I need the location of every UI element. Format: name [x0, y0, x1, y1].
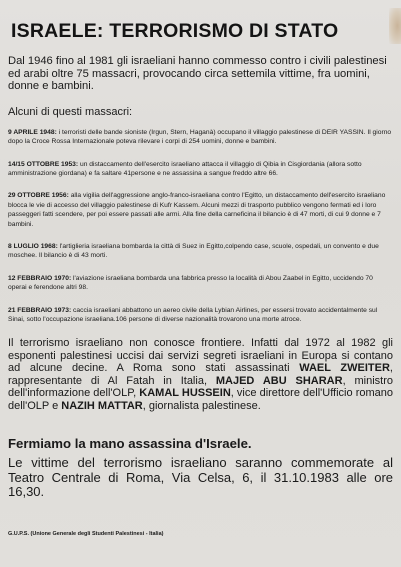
massacre-date: 9 APRILE 1948: [8, 128, 57, 136]
poster-title: ISRAELE: TERRORISMO DI STATO [11, 20, 339, 42]
victim-name: KAMAL HUSSEIN [139, 387, 231, 400]
massacre-text: l'aviazione israeliana bombarda una fabbrica presso la località di Abou Zaabel in Egitto, uccidendo 70 operai e ferendone altri 98. [8, 274, 373, 292]
massacre-date: 21 FEBBRAIO 1973: [8, 306, 72, 314]
paragraph-text: , giornalista palestinese. [142, 399, 261, 412]
victim-name: NAZIH MATTAR [61, 399, 143, 412]
massacre-entry [8, 274, 393, 293]
massacre-date: 8 LUGLIO 1968: [8, 243, 58, 251]
massacre-entry [8, 160, 393, 179]
commemoration-announcement: Le vittime del terrorismo israeliano saranno commemorate al Teatro Centrale di Roma, Via Celsa, 6, il 31.10.1983 alle ore 16,30. [8, 455, 393, 500]
victim-name: MAJED ABU SHARAR [215, 374, 343, 387]
massacre-text: caccia israeliani abbattono un aereo civile della Lybian Airlines, per essersi trovato accidentalmente sul Sinai, sotto l'occupazione israeliana.106 persone di diverse nazionalità trovarono una morte atroce. [8, 306, 378, 324]
massacre-text: l'artiglieria israeliana bombarda la città di Suez in Egitto,colpendo case, scuole, ospedali, un convento e due moschee. Il bilancio è di 43 morti. [8, 243, 379, 260]
paper-stain [389, 8, 401, 44]
paragraph-text: , rappresentante di Al Fatah in Italia, [8, 362, 393, 387]
paragraph-text: Il terrorismo israeliano non conosce frontiere. Infatti dal 1972 al 1982 gli esponenti palestinesi uccisi dai servizi segreti israeliani in Europa si contano ad alcune decine. A Roma sono stati assassinati [8, 337, 393, 375]
massacre-entry [8, 191, 393, 229]
massacre-date: 14/15 OTTOBRE 1953: [8, 160, 79, 168]
assassinations-paragraph [8, 337, 393, 412]
victim-name: WAEL ZWEITER [299, 362, 390, 375]
massacre-text: alla vigilia dell'aggressione anglo-franco-israeliana contro l'Egitto, un distaccamento dell'esercito israeliano blocca le vie di accesso del villaggio palestinese di Kufr Kassem. Alcuni mezzi di trasporto pubblico vengono fermati ed i loro passeggeri fatti scendere, per poi essere passati alle armi. Alla fine della carneficina il bilancio è di 47 morti, di cui 9 donne e 7 bambini. [8, 192, 386, 228]
slogan: Fermiamo la mano assassina d'Israele. [8, 436, 252, 452]
paragraph-text: , ministro dell'informazione dell'OLP, [8, 374, 393, 400]
massacre-text: i terroristi delle bande sioniste (Irgun, Stern, Haganà) occupano il villaggio palestinese di DEIR YASSIN. Il giorno dopo la Croce Rossa Internazionale poteva rilevare i corpi di 254 uomini, donne e bambini. [8, 128, 392, 146]
intro-paragraph: Dal 1946 fino al 1981 gli israeliani hanno commesso contro i civili palestinesi ed arabi oltre 75 massacri, provocando circa settemila vittime, fra uomini, donne e bambini. [8, 55, 387, 93]
massacre-entry [8, 128, 393, 147]
paragraph-text: , vice direttore dell'Ufficio romano dell'OLP e [8, 387, 394, 412]
massacres-subheading: Alcuni di questi massacri: [8, 105, 133, 118]
massacre-list [8, 128, 393, 325]
massacre-text: un distaccamento dell'esercito israeliano attacca il villaggio di Qibia in Cisgiordania (allora sotto amministrazione giordana) e fa saltare 41persone e ne assassina a sangue freddo altre 66. [8, 160, 362, 177]
massacre-date: 12 FEBBRAIO 1970: [8, 274, 72, 282]
organization-footer: G.U.P.S. (Unione Generale degli Studenti Palestinesi - Italia) [8, 531, 164, 537]
massacre-date: 29 OTTOBRE 1956: [8, 192, 69, 200]
massacre-entry [8, 242, 393, 261]
massacre-entry [8, 306, 393, 325]
